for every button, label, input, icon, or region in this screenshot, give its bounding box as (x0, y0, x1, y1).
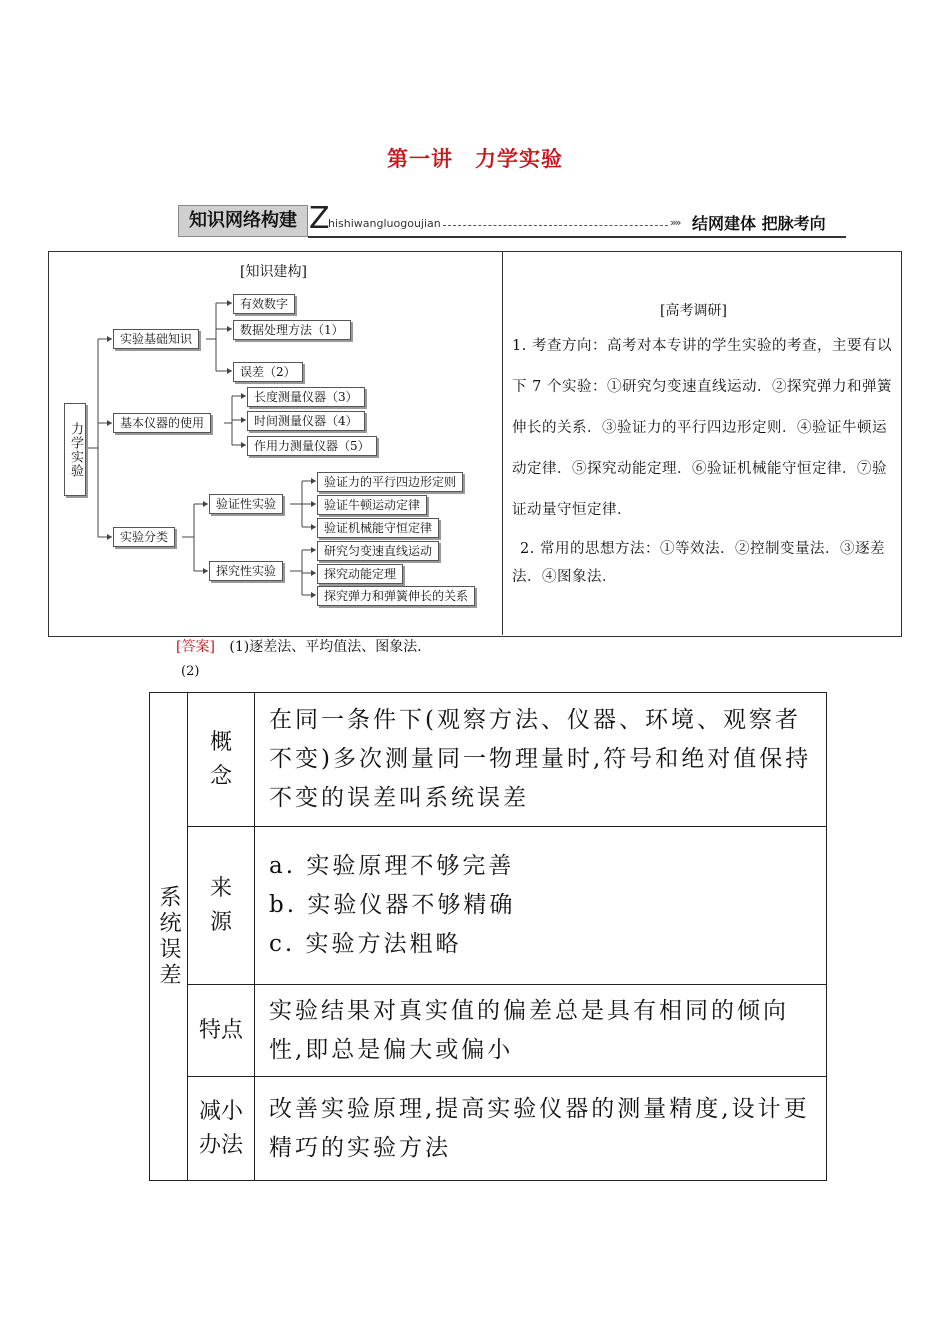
node-exploratory: 探究性实验 (209, 561, 283, 581)
node-parallelogram: 验证力的平行四边形定则 (317, 472, 463, 492)
answer-row (176, 636, 431, 656)
node-significant-figures: 有效数字 (233, 294, 295, 314)
node-spring: 探究弹力和弹簧伸长的关系 (317, 586, 475, 606)
answer-text: (1)逐差法、平均值法、图象法． (229, 639, 432, 655)
survey-heading: [高考调研] (660, 303, 727, 319)
node-kinetic-energy: 探究动能定理 (317, 564, 403, 584)
banner-subtitle: 结网建体 把脉考向 (692, 214, 826, 233)
row-content: 改善实验原理,提高实验仪器的测量精度,设计更精巧的实验方法 (255, 1077, 827, 1181)
banner-pinyin: hishiwangluogoujian (328, 217, 441, 230)
node-force-instruments: 作用力测量仪器（5） (247, 436, 377, 456)
branch-classification: 实验分类 (113, 527, 175, 547)
row-label: 来源 (188, 827, 255, 985)
banner-letter: Z (309, 201, 330, 236)
table-main-label: 系统误差 (150, 693, 188, 1181)
survey-text (512, 326, 892, 591)
systematic-error-table (149, 692, 827, 1181)
survey-paragraph-1: 1. 考查方向：高考对本专讲的学生实验的考查，主要有以下 7 个实验：①研究匀变速直线运动．②探究弹力和弹簧伸长的关系．③验证力的平行四边形定则．④验证牛顿运动定律．⑤探究动能定理．⑥验证机械能守恒定律．⑦验证动量守恒定律． (512, 338, 892, 518)
node-newton: 验证牛顿运动定律 (317, 495, 427, 515)
page-title: 第一讲 力学实验 (387, 146, 563, 171)
knowledge-heading: [知识建构] (240, 264, 307, 280)
node-time-instruments: 时间测量仪器（4） (247, 411, 365, 431)
row-label: 概念 (188, 693, 255, 827)
node-length-instruments: 长度测量仪器（3） (247, 387, 365, 407)
row-content: 实验结果对真实值的偏差总是具有相同的倾向性,即总是偏大或偏小 (255, 985, 827, 1077)
row-content: 在同一条件下(观察方法、仪器、环境、观察者不变)多次测量同一物理量时,符号和绝对值保持不变的误差叫系统误差 (255, 693, 827, 827)
branch-basics: 实验基础知识 (113, 329, 199, 349)
row-label: 特点 (188, 985, 255, 1077)
node-mechanical-energy: 验证机械能守恒定律 (317, 518, 439, 538)
node-verification: 验证性实验 (209, 494, 283, 514)
row-content: a. 实验原理不够完善 b. 实验仪器不够精确 c. 实验方法粗略 (255, 827, 827, 985)
tree-root: 力学实验 (64, 403, 86, 496)
answer-tag: [答案] (176, 639, 215, 655)
branch-instruments: 基本仪器的使用 (113, 413, 211, 433)
row-label: 减小办法 (188, 1077, 255, 1181)
survey-paragraph-2: 2. 常用的思想方法：①等效法．②控制变量法．③逐差法．④图象法． (512, 541, 885, 585)
node-uniform-acceleration: 研究匀变速直线运动 (317, 541, 439, 561)
banner-title: 知识网络构建 (178, 205, 308, 237)
node-error: 误差（2） (233, 362, 303, 382)
node-data-processing: 数据处理方法（1） (233, 320, 351, 340)
answer-part-2: (2) (181, 664, 200, 679)
chevron-right-icon: »» (670, 216, 680, 229)
